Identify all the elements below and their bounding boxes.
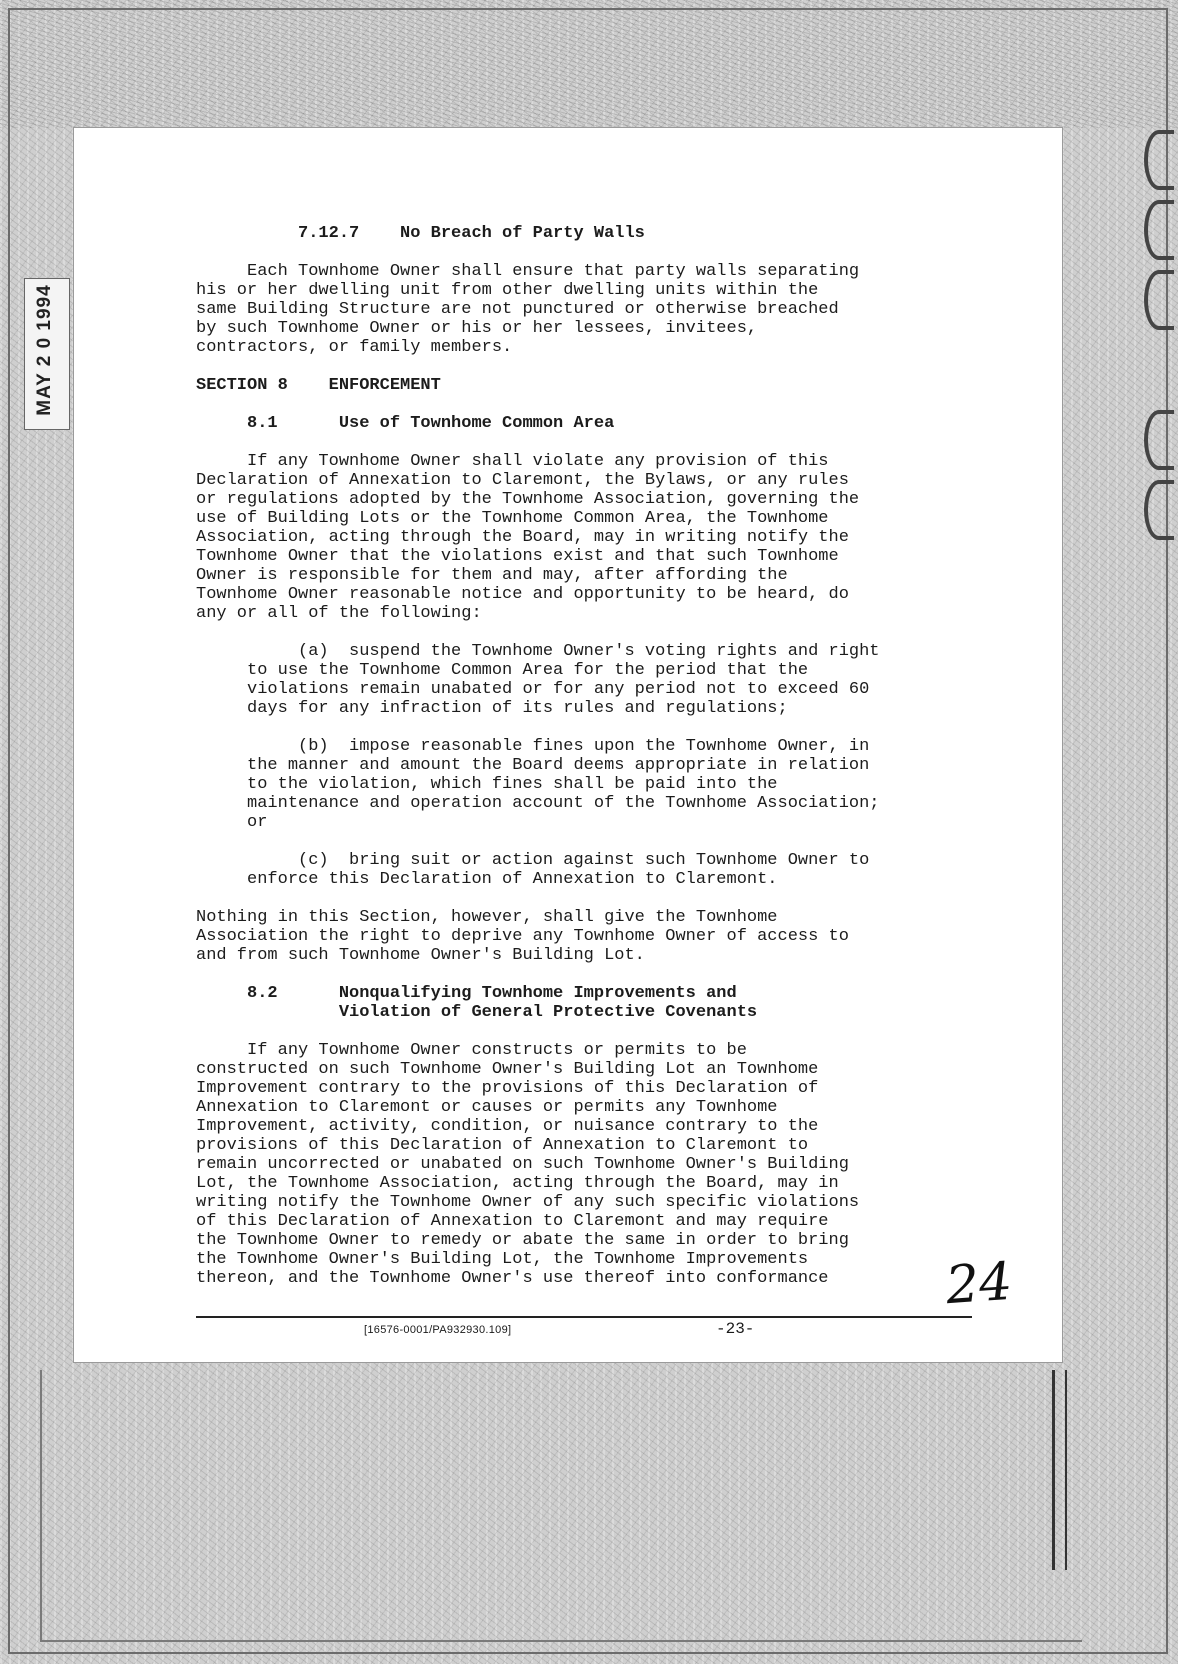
text-line: Townhome Owner reasonable notice and opportunity to be heard, do: [196, 585, 849, 604]
text-line: any or all of the following:: [196, 604, 482, 623]
text-line: or regulations adopted by the Townhome Association, governing the: [196, 490, 860, 509]
text-line: contractors, or family members.: [196, 338, 513, 357]
text-line: Townhome Owner that the violations exist and that such Townhome: [196, 547, 839, 566]
date-stamp: [24, 278, 70, 430]
text-line: the manner and amount the Board deems appropriate in relation: [196, 756, 870, 775]
scan-background-bottom: [40, 1370, 1082, 1642]
text-line: Owner is responsible for them and may, after affording the: [196, 566, 788, 585]
text-line: and from such Townhome Owner's Building Lot.: [196, 946, 645, 965]
text-line: If any Townhome Owner shall violate any provision of this: [196, 452, 829, 471]
blank-line: [196, 243, 1016, 262]
margin-seal-marks: [1144, 120, 1178, 550]
document-body: [196, 224, 1016, 1288]
seal-mark: [1144, 200, 1174, 260]
text-line: violations remain unabated or for any period not to exceed 60: [196, 680, 870, 699]
text-line: same Building Structure are not punctured or otherwise breached: [196, 300, 839, 319]
blank-line: [196, 832, 1016, 851]
blank-line: [196, 433, 1016, 452]
section-heading: 8.2 Nonqualifying Townhome Improvements and: [196, 984, 737, 1003]
text-line: (a) suspend the Townhome Owner's voting rights and right: [196, 642, 880, 661]
text-line: Association the right to deprive any Townhome Owner of access to: [196, 927, 849, 946]
section-heading: 7.12.7 No Breach of Party Walls: [196, 224, 645, 243]
blank-line: [196, 718, 1016, 737]
text-line: of this Declaration of Annexation to Claremont and may require: [196, 1212, 829, 1231]
text-line: his or her dwelling unit from other dwelling units within the: [196, 281, 819, 300]
text-line: the Townhome Owner's Building Lot, the Townhome Improvements: [196, 1250, 809, 1269]
text-line: Nothing in this Section, however, shall give the Townhome: [196, 908, 778, 927]
text-line: Declaration of Annexation to Claremont, the Bylaws, or any rules: [196, 471, 849, 490]
blank-line: [196, 965, 1016, 984]
blank-line: [196, 623, 1016, 642]
text-line: by such Townhome Owner or his or her lessees, invitees,: [196, 319, 758, 338]
text-line: provisions of this Declaration of Annexation to Claremont to: [196, 1136, 809, 1155]
blank-line: [196, 357, 1016, 376]
text-line: writing notify the Townhome Owner of any such specific violations: [196, 1193, 860, 1212]
text-line: Lot, the Townhome Association, acting through the Board, may in: [196, 1174, 839, 1193]
text-line: remain uncorrected or unabated on such Townhome Owner's Building: [196, 1155, 849, 1174]
text-line: or: [196, 813, 268, 832]
text-line: constructed on such Townhome Owner's Building Lot an Townhome: [196, 1060, 819, 1079]
text-line: days for any infraction of its rules and regulations;: [196, 699, 788, 718]
section-heading: SECTION 8 ENFORCEMENT: [196, 376, 441, 395]
handwritten-page-number: 24: [943, 1251, 1015, 1317]
date-stamp-text: MAY 2 0 1994: [34, 284, 55, 416]
footer-page-number: -23-: [716, 1320, 755, 1338]
text-line: to the violation, which fines shall be paid into the: [196, 775, 778, 794]
text-line: Each Townhome Owner shall ensure that party walls separating: [196, 262, 860, 281]
binding-bracket: [1052, 1370, 1067, 1570]
text-line: enforce this Declaration of Annexation to Claremont.: [196, 870, 778, 889]
section-heading: 8.1 Use of Townhome Common Area: [196, 414, 615, 433]
text-line: (c) bring suit or action against such Townhome Owner to: [196, 851, 870, 870]
blank-line: [196, 1022, 1016, 1041]
text-line: thereon, and the Townhome Owner's use thereof into conformance: [196, 1269, 829, 1288]
text-line: the Townhome Owner to remedy or abate the same in order to bring: [196, 1231, 849, 1250]
seal-mark: [1144, 130, 1174, 190]
text-line: Improvement contrary to the provisions of this Declaration of: [196, 1079, 819, 1098]
footer-rule: [196, 1316, 972, 1318]
seal-mark: [1144, 480, 1174, 540]
blank-line: [196, 889, 1016, 908]
document-page: [74, 128, 1062, 1362]
text-line: to use the Townhome Common Area for the period that the: [196, 661, 809, 680]
footer-doc-ref: [16576-0001/PA932930.109]: [364, 1324, 512, 1336]
text-line: maintenance and operation account of the Townhome Association;: [196, 794, 880, 813]
section-heading: Violation of General Protective Covenants: [196, 1003, 758, 1022]
text-line: Improvement, activity, condition, or nuisance contrary to the: [196, 1117, 819, 1136]
text-line: use of Building Lots or the Townhome Common Area, the Townhome: [196, 509, 829, 528]
text-line: (b) impose reasonable fines upon the Townhome Owner, in: [196, 737, 870, 756]
blank-line: [196, 395, 1016, 414]
text-line: If any Townhome Owner constructs or permits to be: [196, 1041, 747, 1060]
seal-mark: [1144, 410, 1174, 470]
seal-mark: [1144, 270, 1174, 330]
text-line: Annexation to Claremont or causes or permits any Townhome: [196, 1098, 778, 1117]
text-line: Association, acting through the Board, may in writing notify the: [196, 528, 849, 547]
